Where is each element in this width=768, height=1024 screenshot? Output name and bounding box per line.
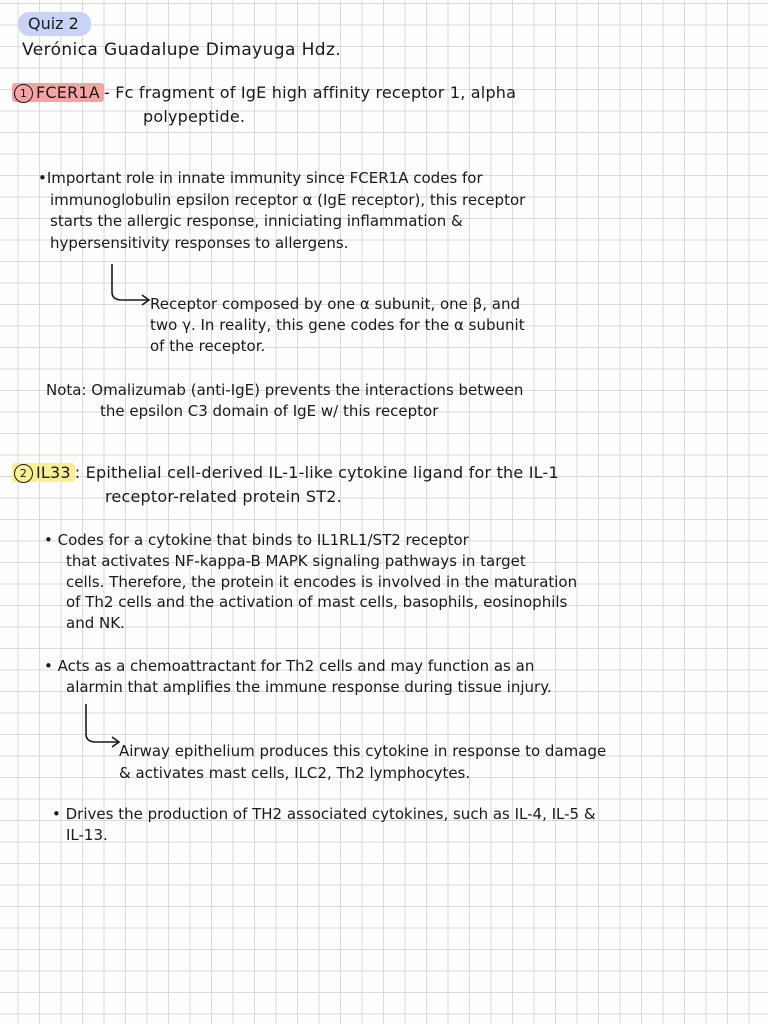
section1-description-line1: - Fc fragment of IgE high affinity receptor 1, alpha [103,83,517,102]
section1-number: 1 [14,84,33,103]
text-line: starts the allergic response, inniciating inflammation & [50,212,463,230]
text-line: of Th2 cells and the activation of mast cells, basophils, eosinophils [66,593,568,612]
text-line: • Acts as a chemoattractant for Th2 cells and may function as an [44,657,535,675]
text-line: Airway epithelium produces this cytokine in response to damage [119,742,607,760]
section2-subnote [119,740,606,784]
text-line: Nota: Omalizumab (anti-IgE) prevents the interactions between [46,381,524,399]
text-line: & activates mast cells, ILC2, Th2 lymphocytes. [119,764,471,782]
section2-gene-highlight [12,463,75,482]
section2-bullet1 [44,530,577,634]
section1-gene-highlight [12,83,104,102]
section1-heading [12,82,516,104]
section1-nota [46,380,523,422]
text-line: and NK. [66,614,125,633]
section1-subnote [150,294,525,357]
section1-bullet1 [38,168,525,254]
text-line: of the receptor. [150,337,266,355]
text-line: cells. Therefore, the protein it encodes is involved in the maturation [66,572,578,591]
text-line: alarmin that amplifies the immune response during tissue injury. [66,678,552,696]
text-line: • Drives the production of TH2 associated cytokines, such as IL-4, IL-5 & [52,805,596,823]
text-line: two γ. In reality, this gene codes for the α subunit [150,316,525,334]
section2-heading [12,462,559,484]
author-name: Verónica Guadalupe Dimayuga Hdz. [22,40,342,60]
text-line: • Codes for a cytokine that binds to IL1RL1/ST2 receptor [44,531,469,549]
text-line: the epsilon C3 domain of IgE w/ this receptor [100,402,439,420]
section1-description-line2: polypeptide. [143,107,246,126]
text-line: IL-13. [66,826,108,844]
text-line: hypersensitivity responses to allergens. [50,233,349,252]
text-line: Receptor composed by one α subunit, one β, and [150,295,520,313]
arrow-icon [108,262,153,308]
quiz-title: Quiz 2 [18,12,91,36]
section2-gene: IL33 [36,463,71,482]
text-line: immunoglobulin epsilon receptor α (IgE receptor), this receptor [50,190,526,209]
section2-bullet2 [44,656,552,698]
section2-bullet3 [52,804,596,846]
arrow-icon [82,702,122,750]
section2-number: 2 [14,464,33,483]
section1-gene: FCER1A [36,83,100,102]
text-line: that activates NF-kappa-B MAPK signaling pathways in target [66,551,526,570]
section2-description-line1: : Epithelial cell-derived IL-1-like cytokine ligand for the IL-1 [74,463,559,482]
text-line: •Important role in innate immunity since FCER1A codes for [38,169,483,187]
section2-description-line2: receptor-related protein ST2. [105,487,342,506]
